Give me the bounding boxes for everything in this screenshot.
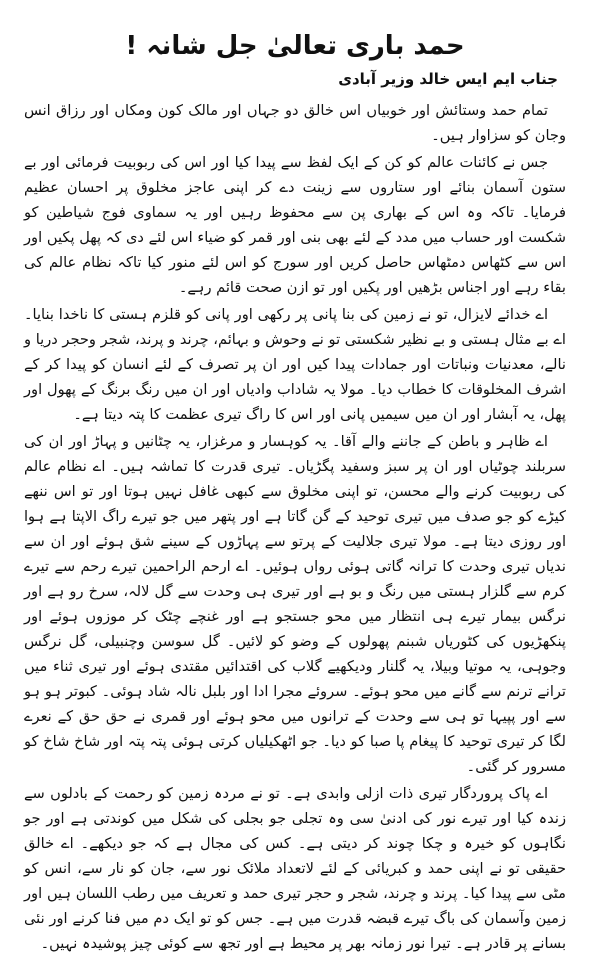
paragraph: تمام حمد وستائش اور خوبیاں اس خالق دو جہاں اور مالک کون ومکاں اور رزاق انس وجان کو سزاوار ہیں۔ xyxy=(24,101,566,144)
paragraph: اے خدائے لایزال، تو نے زمین کی بنا پانی پر رکھی اور پانی کو قلزم ہستی کا ناخدا بنایا۔ اے بے مثال ہستی و بے نظیر شکستی تو نے وحوش و بہائم، چرند و پرند، شجر وحجر دریا و نالے، معدنیات ونباتات اور جمادات پیدا کیں اور ان پر تصرف کے لئے انسان کو پیدا کر کے اشرف المخلوقات کا خطاب دیا۔ مولا یہ شاداب وادیاں اور ان میں رنگ برنگ کے پھول اور پھل، یہ آبشار اور ان میں سیمیں پانی اور اس کا راگ تیری عظمت کا پتہ دیتا ہے۔ xyxy=(24,305,566,423)
article-body xyxy=(24,98,566,956)
paragraph: اے ظاہر و باطن کے جاننے والے آقا۔ یہ کوہسار و مرغزار، یہ چٹانیں و پہاڑ اور ان کی سربلند چوٹیاں اور ان پر سبز وسفید پگڑیاں۔ تیری قدرت کا تماشہ ہیں۔ اے نظام عالم کی ربوبیت کرنے والے محسن، تو اپنی مخلوق سے کبھی غافل نہیں ہوتا اور تو اس ننھے کیڑے کو جو صدف میں تیری توحید کے گن گاتا ہے اور پتھر میں جو تیرے راگ الاپتا ہے ہوا اور روزی دیتا ہے۔ مولا تیری جلالیت کے پرتو سے پہاڑوں کے سینے شق ہوئے اور ان سے ندیاں تیری وحدت کا ترانہ گاتی ہوئی رواں ہوئیں۔ اے ارحم الراحمین تیرے رحم سے تیرے کرم سے گلزار ہستی میں رنگ و بو ہے اور تیری ہی وحدت سے گل لالہ، سرخ رو ہے اور نرگس بیمار تیرے ہی انتظار میں محو جستجو ہے اور غنچے چٹک کر موزوں ہوئے اور پنکھڑیوں کی کٹوریاں شبنم پھولوں کے وضو کو لائیں۔ گل سوسن وچنبیلی، گل نرگس وجوہی، یہ موتیا وبیلا، یہ گلنار ودیکھیے گلاب کی اقتدائیں مقتدی ہوئے اور تیری ثناء میں ترانے ترنم سے گانے میں محو ہوئے۔ سروئے مجرا ادا اور بلبل نالہ شاد ہوئی۔ کبوتر ہو ہو سے اور پپیہا تو ہی سے وحدت کے ترانوں میں محو ہوئے اور قمری نے حق حق کے نعرے لگا کر تیری توحید کا پیغام پا صبا کو دیا۔ جو اٹھکیلیاں کرتی ہوئی پتہ پتہ اور شاخ شاخ کو مسرور کر گئی۔ xyxy=(24,432,566,775)
paragraph: اے پاک پروردگار تیری ذات ازلی وابدی ہے۔ تو نے مردہ زمین کو رحمت کے بادلوں سے زندہ کیا اور تیرے نور کی ادنیٰ سی وہ تجلی جو بجلی کی شکل میں کوندتی ہے اور جو نگاہوں کو خیرہ و چکا چوند کر دیتی ہے۔ کس کی مجال ہے کہ جو دیکھے۔ اے خالق حقیقی تو نے اپنی حمد و کبریائی کے لئے لاتعداد ملائک نور سے، جان کو نار سے، انس کو مٹی سے پیدا کیا۔ پرند و چرند، شجر و حجر تیری حمد و تعریف میں رطب اللسان ہیں اور زمین وآسمان کی باگ تیرے قبضہ قدرت میں ہے۔ جس کو تو ایک دم میں فنا کرنے اور نئی بسانے پر قادر ہے۔ تیرا نور زمانہ بھر پر محیط ہے اور تجھ سے کوئی چیز پوشیدہ نہیں۔ xyxy=(24,784,566,952)
author-byline: جناب ایم ایس خالد وزیر آبادی xyxy=(338,69,558,88)
article-title: حمد باری تعالیٰ جل شانہ ! xyxy=(125,31,465,61)
paragraph: جس نے کائنات عالم کو کن کے ایک لفظ سے پیدا کیا اور اس کی ربوبیت فرمائی اور بے ستون آسمان بنائے اور ستاروں سے زینت دے کر اپنی عاجز مخلوق پر احسان عظیم فرمایا۔ تاکہ وہ اس کے بھاری پن سے محفوظ رہیں اور یہ سماوی فوج شیاطین کو شکست اور حساب میں مدد کے لئے بھی بنی اور قمر کو ضیاء اس لئے دی کہ پھل پکیں اور اس سے کٹھاس دمٹھاس حاصل کریں اور سورج کو اس لئے منور کیا تاکہ نظام عالم کی بقاء رہے اور اجناس بڑھیں اور پکیں اور تو ازن صحت قائم رہے۔ xyxy=(24,153,566,296)
